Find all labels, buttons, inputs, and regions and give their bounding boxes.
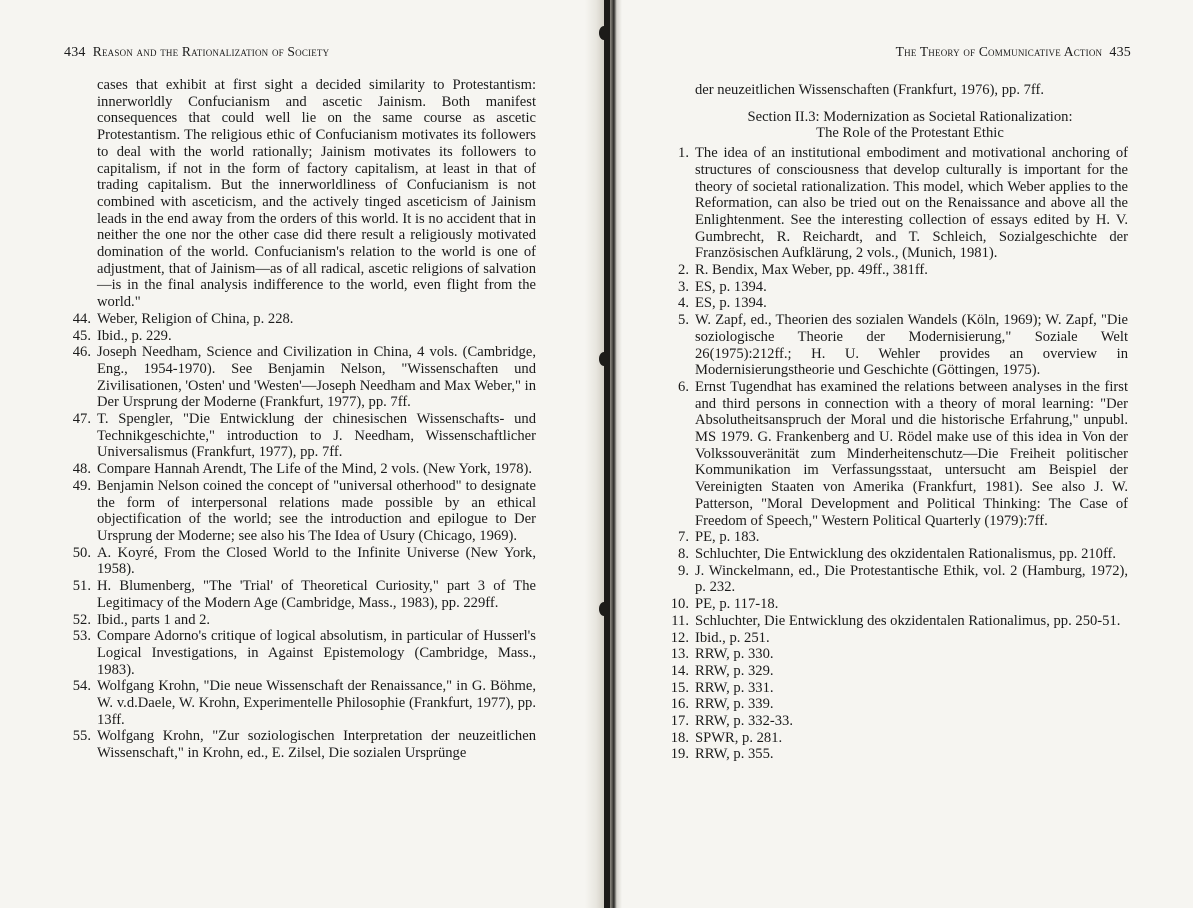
note-19: 19. RRW, p. 355. xyxy=(670,746,774,763)
right-page-number: 435 xyxy=(1109,45,1131,60)
note-45: 45. Ibid., p. 229. xyxy=(72,327,172,344)
note-11: 11. Schluchter, Die Entwicklung des okzidentalen Rationalimus, pp. 250-51. xyxy=(671,612,1121,629)
left-page-number: 434 xyxy=(64,45,86,60)
note-55: 55. Wolfgang Krohn, "Zur soziologischen Interpretation der neuzeitlichen Wissenschaft," in Krohn, ed., E. Zilsel, Die sozialen Ursprünge xyxy=(72,728,536,762)
right-running-title: The Theory of Communicative Action xyxy=(895,44,1103,59)
note-46: 46. Joseph Needham, Science and Civilization in China, 4 vols. (Cambridge, Eng., 1954-1970). See Benjamin Nelson, "Wissenschaften und Zivilisationen, 'Osten' und 'Westen'—Joseph Needham and Max Weber," in Der Ursprung der Moderne (Frankfurt, 1977), pp. 7ff. xyxy=(72,344,536,411)
note-8: 8. Schluchter, Die Entwicklung des okzidentalen Rationalismus, pp. 210ff. xyxy=(678,545,1117,562)
binding-mark xyxy=(599,602,609,616)
note-10: 10. PE, p. 117-18. xyxy=(670,596,779,613)
note-14: 14. RRW, p. 329. xyxy=(670,662,774,679)
note-47: 47. T. Spengler, "Die Entwicklung der chinesischen Wissenschafts- und Technikgeschichte," introduction to J. Needham, Wissenschaftlicher Universalismus (Frankfurt, 1977), pp. 7ff. xyxy=(72,411,536,461)
quote-continuation: cases that exhibit at first sight a decided similarity to Protestantism: innerworldly Confucianism and ascetic Jainism. Both manifest consequences that could well lie on the same course as ascetic Protestantism. The religious ethic of Confucianism motivates its followers to deal with the world rationally; Jainism motivates its followers to capitalism, if not in the form of factory capitalism, at least in that of trading capitalism. But the innerworldliness of Confucianism is not combined with asceticism, and the actively tinged asceticism of Jainism leads in the end away from the orders of this world. It is no accident that in neither the one nor the other case did there result a religiously motivated domination of the world. Confucianism's relation to the world is one of adjustment, that of Jainism—as of all radical, ascetic religions of salvation—is in the final analysis indifference to the world, even flight from the world." xyxy=(97,77,536,311)
note-2: 2. R. Bendix, Max Weber, pp. 49ff., 381ff. xyxy=(678,262,928,279)
left-notes-body xyxy=(64,77,536,762)
left-page xyxy=(0,0,585,908)
binding-mark xyxy=(599,26,609,40)
note-54: 54. Wolfgang Krohn, "Die neue Wissenschaft der Renaissance," in G. Böhme, W. v.d.Daele, W. Krohn, Experimentelle Philosophie (Frankfurt, 1977), pp. 13ff. xyxy=(72,678,536,728)
note-4: 4. ES, p. 1394. xyxy=(678,295,767,312)
note-16: 16. RRW, p. 339. xyxy=(670,696,774,713)
binding-spine xyxy=(604,0,610,908)
note-1: 1. The idea of an institutional embodiment and motivational anchoring of structures of consciousness that develop culturally is important for the theory of societal rationalization. This model, which Weber applies to the Reformation, can also be tried out on the Renaissance and above all the Enlightenment. See the interesting collection of essays edited by H. V. Gumbrecht, R. Reichardt, and T. Schleich, Sozialgeschichte der Französischen Aufklärung, 2 vols., (Munich, 1981). xyxy=(678,145,1128,262)
note-9: 9. J. Winckelmann, ed., Die Protestantische Ethik, vol. 2 (Hamburg, 1972), p. 232. xyxy=(678,562,1128,596)
note-12: 12. Ibid., p. 251. xyxy=(670,629,770,646)
left-running-header xyxy=(64,44,329,61)
note-48: 48. Compare Hannah Arendt, The Life of the Mind, 2 vols. (New York, 1978). xyxy=(72,461,533,478)
note-3: 3. ES, p. 1394. xyxy=(678,278,767,295)
right-running-header xyxy=(896,44,1131,61)
note-15: 15. RRW, p. 331. xyxy=(670,679,774,696)
note-50: 50. A. Koyré, From the Closed World to the Infinite Universe (New York, 1958). xyxy=(72,544,536,578)
section-heading-line1: Section II.3: Modernization as Societal Rationalization: xyxy=(747,108,1073,125)
note-44: 44. Weber, Religion of China, p. 228. xyxy=(72,310,294,327)
citation-continuation: der neuzeitlichen Wissenschaften (Frankfurt, 1976), pp. 7ff. xyxy=(695,82,1045,98)
note-13: 13. RRW, p. 330. xyxy=(670,646,774,663)
note-51: 51. H. Blumenberg, "The 'Trial' of Theoretical Curiosity," part 3 of The Legitimacy of the Modern Age (Cambridge, Mass., 1983), pp. 229ff. xyxy=(72,578,536,611)
book-gutter xyxy=(585,0,622,908)
left-running-title: Reason and the Rationalization of Society xyxy=(92,44,330,59)
section-heading-line2: The Role of the Protestant Ethic xyxy=(816,125,1004,142)
note-52: 52. Ibid., parts 1 and 2. xyxy=(72,611,211,628)
binding-mark xyxy=(599,352,609,366)
right-page xyxy=(622,0,1193,908)
note-18: 18. SPWR, p. 281. xyxy=(670,729,783,746)
note-7: 7. PE, p. 183. xyxy=(678,529,760,546)
note-17: 17. RRW, p. 332-33. xyxy=(670,713,793,730)
right-notes-body xyxy=(662,82,1128,763)
note-53: 53. Compare Adorno's critique of logical absolutism, in particular of Husserl's Logical Investigations, in Against Epistemology (Cambridge, Mass., 1983). xyxy=(72,628,536,678)
note-49: 49. Benjamin Nelson coined the concept of "universal otherhood" to designate the form of interpersonal relations made possible by an ethical objectification of the world; see the introduction and epilogue to Der Ursprung der Moderne; see also his The Idea of Usury (Chicago, 1969). xyxy=(72,477,536,544)
note-5: 5. W. Zapf, ed., Theorien des sozialen Wandels (Köln, 1969); W. Zapf, "Die soziologische Theorie der Modernisierung," Soziale Welt 26(1975):212ff.; H. U. Wehler provides an overview in Modernisierungstheorie und Geschichte (Göttingen, 1975). xyxy=(678,312,1128,379)
note-6: 6. Ernst Tugendhat has examined the relations between analyses in the first and third persons in connection with a theory of moral learning: "Der Absolutheitsanspruch der Moral und die historische Erfahrung," unpubl. MS 1979. G. Frankenberg and U. Rödel make use of this idea in Von der Volkssouveränität zum Minderheitenschutz—Die Freiheit politischer Kommunikation im Verfassungsstaat, untersucht am Beispiel der Vereinigten Staaten von Amerika (Frankfurt, 1981). See also J. W. Patterson, "Moral Development and Political Thinking: The Case of Freedom of Speech," Western Political Quarterly (1979):7ff. xyxy=(678,378,1128,529)
